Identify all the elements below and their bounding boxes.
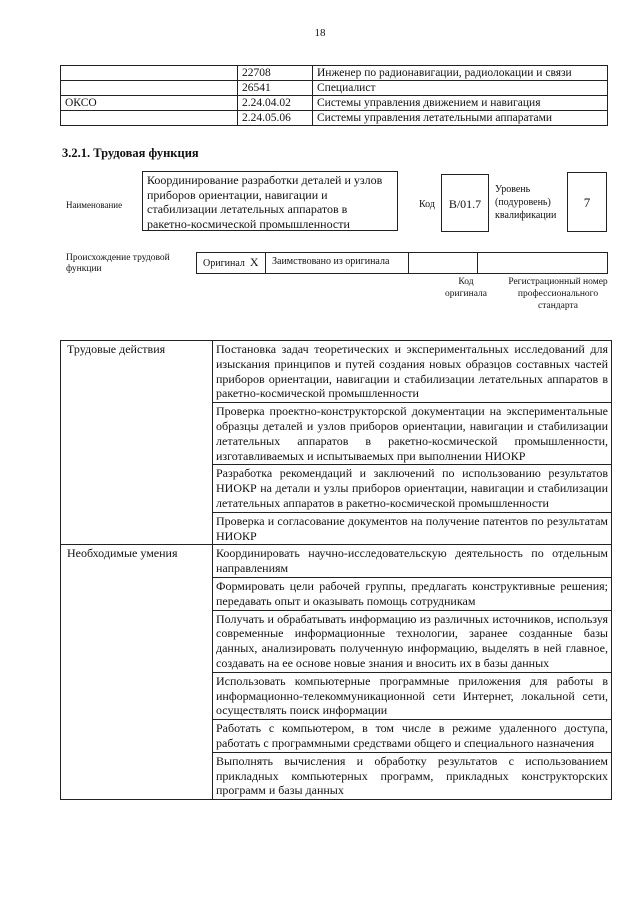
table-row (61, 341, 612, 403)
okso-label: ОКСО (61, 96, 238, 111)
skill-item: Координировать научно-исследовательскую деятельность по отдельным направлениям (213, 545, 612, 578)
page-number: 18 (314, 27, 326, 39)
section-label-actions: Трудовые действия (61, 341, 213, 545)
origin-label: Происхождение трудовой функции (66, 253, 170, 274)
origin-code-caption: Код оригинала (445, 277, 487, 299)
function-name: Координирование разработки деталей и узлов приборов ориентации, навигации и стабилизации летательных аппаратов в ракетно-космической промышленности (142, 171, 398, 231)
okso-name: Специалист (313, 81, 608, 96)
okso-code: 22708 (238, 66, 313, 81)
skill-item: Работать с компьютером, в том числе в режиме удаленного доступа, работать с программными средствами общего и специального назначения (213, 720, 612, 753)
okso-name: Системы управления движением и навигация (313, 96, 608, 111)
borrowed-label: Заимствовано из оригинала (266, 253, 409, 274)
original-mark: X (249, 255, 259, 269)
action-item: Проверка проектно-конструкторской документации на экспериментальные образцы деталей и узлов приборов ориентации, навигации и стабилизации летательных аппаратов в ракетно-космической промышленности, изготавливаемых и испытываемых при выполнении НИОКР (213, 403, 612, 465)
okso-code: 2.24.04.02 (238, 96, 313, 111)
origin-reg-cell (478, 253, 608, 274)
skill-item: Использовать компьютерные программные приложения для работы в информационно-телекоммуникационной сети Интернет, локальной сети, осуществлять поиск информации (213, 672, 612, 719)
level-label: Уровень (подуровень) квалификации (495, 184, 557, 221)
section-label-skills: Необходимые умения (61, 545, 213, 800)
skill-item: Получать и обрабатывать информацию из различных источников, используя современные информационные технологии, заранее созданные базы данных, анализировать полученную информацию, выделять в ней главное, создавать на ее основе новые знания и вносить их в базы данных (213, 610, 612, 672)
section-title: 3.2.1. Трудовая функция (62, 146, 199, 160)
origin-table (196, 252, 608, 274)
origin-code-cell (409, 253, 478, 274)
action-item: Проверка и согласование документов на получение патентов по результатам НИОКР (213, 512, 612, 545)
code-label: Код (419, 199, 435, 210)
okso-name: Системы управления летательными аппаратами (313, 111, 608, 126)
function-code: B/01.7 (441, 174, 489, 232)
table-row (61, 545, 612, 578)
action-item: Постановка задач теоретических и экспериментальных исследований для изыскания принципов и путей создания новых образцов составных частей приборов ориентации, навигации и стабилизации летательных аппаратов в ракетно-космической промышленности (213, 341, 612, 403)
okso-label (61, 66, 238, 81)
okso-name: Инженер по радионавигации, радиолокации и связи (313, 66, 608, 81)
okso-label (61, 81, 238, 96)
skill-item: Формировать цели рабочей группы, предлагать конструктивные решения; передавать опыт и оказывать помощь сотрудникам (213, 577, 612, 610)
origin-reg-caption: Регистрационный номер профессионального стандарта (508, 277, 608, 311)
table-row (197, 253, 608, 274)
okso-code: 26541 (238, 81, 313, 96)
table-row (61, 81, 608, 96)
original-label: Оригинал X (197, 253, 266, 274)
level-value: 7 (567, 172, 607, 232)
name-label: Наименование (66, 200, 123, 210)
action-item: Разработка рекомендаций и заключений по использованию результатов НИОКР на детали и узлы приборов ориентации, навигации и стабилизации летательных аппаратов в ракетно-космической промышленности (213, 465, 612, 512)
okso-table (60, 65, 608, 126)
okso-label (61, 111, 238, 126)
function-details-table (60, 340, 612, 800)
table-row (61, 96, 608, 111)
skill-item: Выполнять вычисления и обработку результатов с использованием прикладных компьютерных программ, прикладных конструкторских программ и базы данных (213, 752, 612, 799)
okso-code: 2.24.05.06 (238, 111, 313, 126)
table-row (61, 111, 608, 126)
table-row (61, 66, 608, 81)
